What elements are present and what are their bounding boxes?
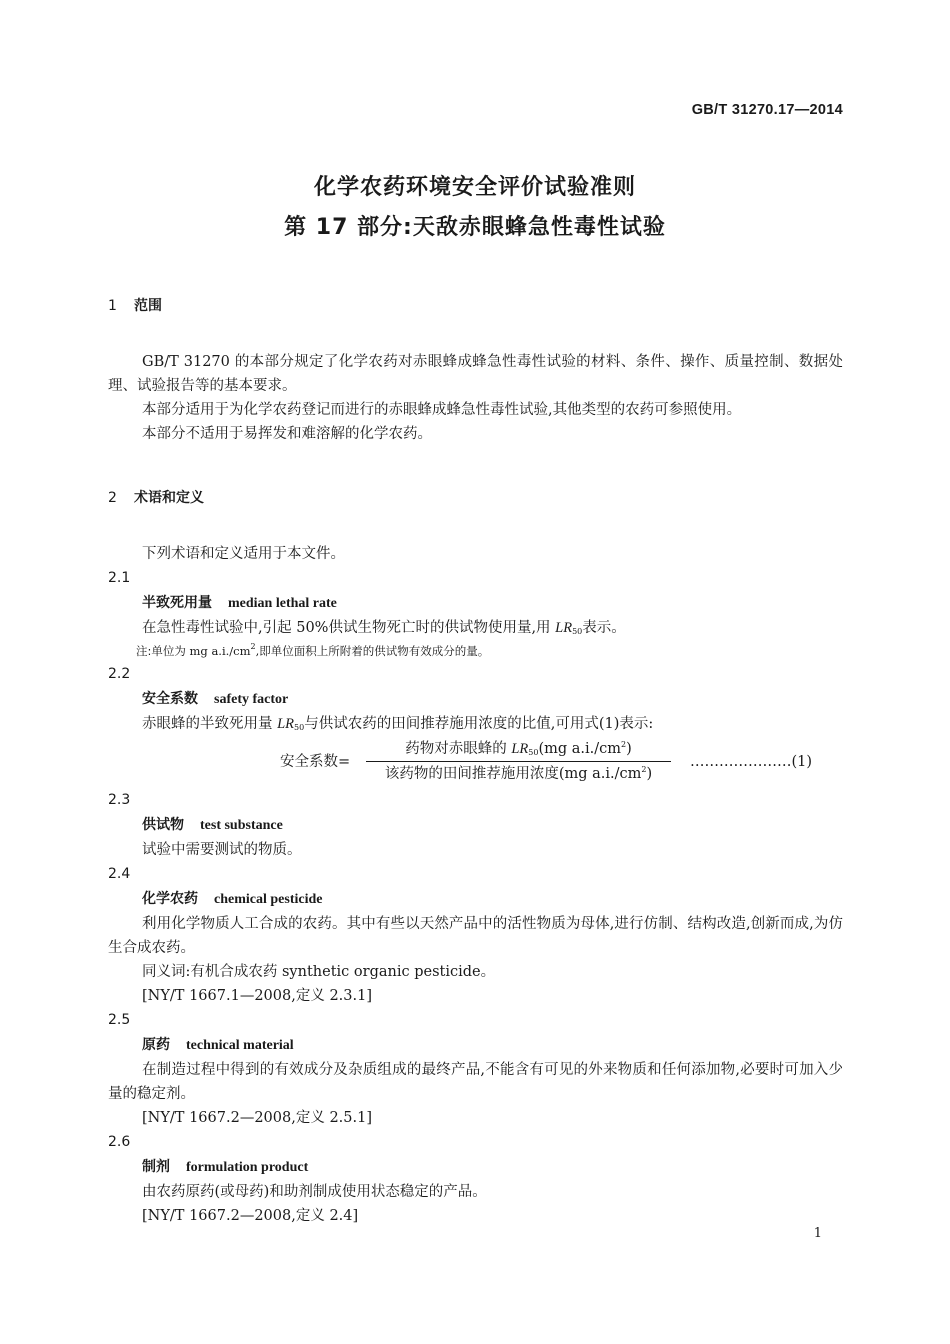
term-definition: 赤眼蜂的半致死用量 $LR_{50}$与供试农药的田间推荐施用浓度的比值,可用式(1)表示: bbox=[142, 716, 654, 732]
term-chinese: 化学农药 bbox=[142, 891, 198, 907]
term-reference: [NY/T 1667.2—2008,定义 2.4] bbox=[142, 1208, 359, 1224]
scope-paragraph-3: 本部分不适用于易挥发和难溶解的化学农药。 bbox=[142, 426, 432, 442]
term-chinese: 供试物 bbox=[142, 817, 184, 833]
term-synonym: 同义词:有机合成农药 synthetic organic pesticide。 bbox=[142, 964, 496, 980]
formula-lhs: 安全系数= bbox=[280, 754, 351, 770]
section-1-heading bbox=[108, 294, 843, 318]
section-number: 2 bbox=[108, 490, 117, 506]
fraction-bar bbox=[366, 761, 671, 762]
section-title: 术语和定义 bbox=[134, 490, 204, 506]
safety-factor-formula bbox=[108, 738, 843, 788]
section-title: 范围 bbox=[134, 298, 162, 314]
term-definition: 由农药原药(或母药)和助剂制成使用状态稳定的产品。 bbox=[142, 1184, 487, 1200]
section-2-heading bbox=[108, 486, 843, 510]
term-chinese: 制剂 bbox=[142, 1159, 170, 1175]
term-number: 2.2 bbox=[108, 666, 131, 682]
term-definition: 在急性毒性试验中,引起 50%供试生物死亡时的供试物使用量,用 $LR_{50}$表示。 bbox=[142, 620, 626, 636]
term-reference: [NY/T 1667.2—2008,定义 2.5.1] bbox=[142, 1110, 372, 1126]
term-title bbox=[108, 813, 843, 838]
page-number: 1 bbox=[813, 1226, 822, 1241]
term-english: test substance bbox=[200, 818, 283, 833]
term-chinese: 半致死用量 bbox=[142, 595, 212, 611]
scope-paragraph-1: GB/T 31270 的本部分规定了化学农药对赤眼蜂成蜂急性毒性试验的材料、条件、操作、质量控制、数据处理、试验报告等的基本要求。 bbox=[108, 354, 843, 394]
term-english: safety factor bbox=[214, 692, 289, 707]
term-number: 2.4 bbox=[108, 866, 131, 882]
section-number: 1 bbox=[108, 298, 117, 314]
term-title bbox=[108, 1155, 843, 1180]
term-definition: 利用化学物质人工合成的农药。其中有些以天然产品中的活性物质为母体,进行仿制、结构改造,创新而成,为仿生合成农药。 bbox=[108, 916, 843, 956]
term-number: 2.3 bbox=[108, 792, 131, 808]
term-number: 2.6 bbox=[108, 1134, 131, 1150]
formula-numerator: 药物对赤眼蜂的 $LR_{50}(mg$ $a.i./cm^2$) bbox=[405, 740, 632, 757]
terms-intro: 下列术语和定义适用于本文件。 bbox=[142, 546, 345, 562]
term-note: 注:单位为 mg $a.i./cm^2$,即单位面积上所附着的供试物有效成分的量。 bbox=[136, 642, 490, 658]
term-definition: 试验中需要测试的物质。 bbox=[142, 842, 302, 858]
term-definition: 在制造过程中得到的有效成分及杂质组成的最终产品,不能含有可见的外来物质和任何添加物,必要时可加入少量的稳定剂。 bbox=[108, 1062, 843, 1102]
document-body bbox=[108, 294, 843, 1228]
term-english: chemical pesticide bbox=[214, 892, 323, 907]
term-chinese: 原药 bbox=[142, 1037, 170, 1053]
formula-number: …………………(1) bbox=[690, 754, 813, 770]
standard-code: GB/T 31270.17—2014 bbox=[691, 102, 843, 118]
formula-fraction bbox=[366, 738, 671, 785]
term-title bbox=[108, 687, 843, 712]
document-title: 化学农药环境安全评价试验准则 bbox=[313, 175, 636, 200]
scope-paragraph-2: 本部分适用于为化学农药登记而进行的赤眼蜂成蜂急性毒性试验,其他类型的农药可参照使用。 bbox=[142, 402, 742, 418]
term-number: 2.5 bbox=[108, 1012, 131, 1028]
term-chinese: 安全系数 bbox=[142, 691, 198, 707]
term-title bbox=[108, 887, 843, 912]
term-reference: [NY/T 1667.1—2008,定义 2.3.1] bbox=[142, 988, 372, 1004]
term-title bbox=[108, 1033, 843, 1058]
term-english: median lethal rate bbox=[228, 596, 337, 611]
term-english: technical material bbox=[186, 1038, 294, 1053]
term-title bbox=[108, 591, 843, 616]
formula-denominator: 该药物的田间推荐施用浓度(mg $a.i./cm^2$) bbox=[384, 765, 653, 782]
term-number: 2.1 bbox=[108, 570, 131, 586]
term-english: formulation product bbox=[186, 1160, 309, 1175]
document-subtitle: 第 17 部分:天敌赤眼蜂急性毒性试验 bbox=[284, 215, 666, 240]
